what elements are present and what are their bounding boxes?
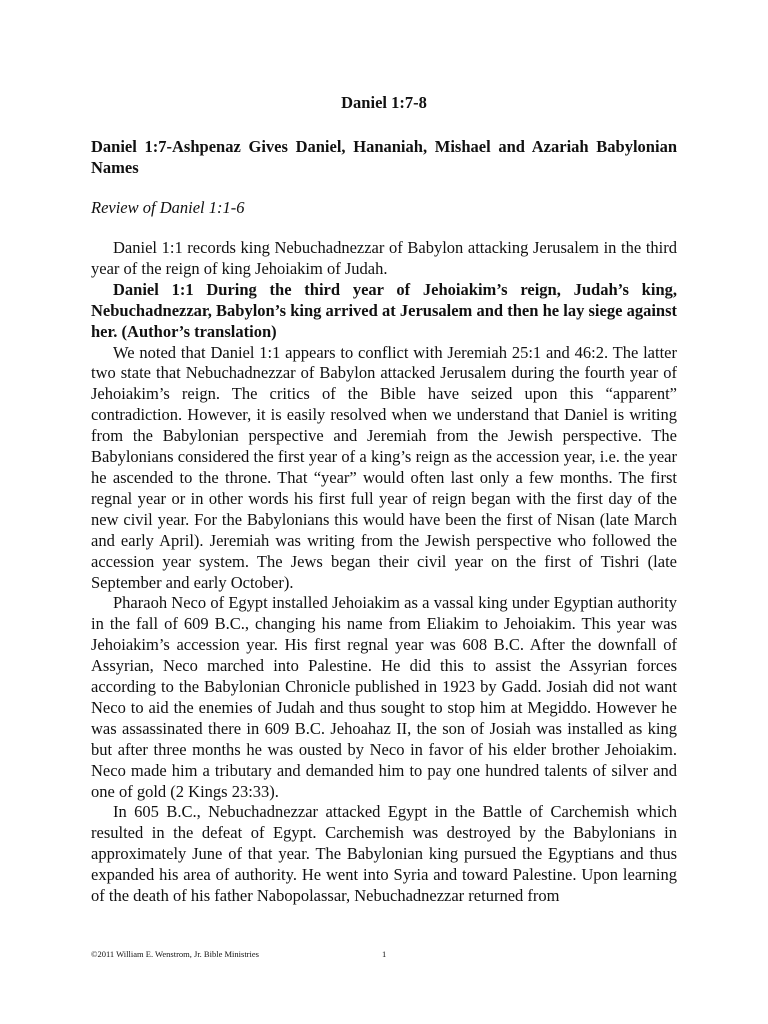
section-heading: Daniel 1:7-Ashpenaz Gives Daniel, Hananiah, Mishael and Azariah Babylonian Names	[91, 137, 677, 177]
paragraph-chronology: We noted that Daniel 1:1 appears to conflict with Jeremiah 25:1 and 46:2. The latter two state that Nebuchadnezzar of Babylon attacked Jerusalem during the fourth year of Jehoiakim’s reign. The critics of the Bible have seized upon this “apparent” contradiction. However, it is easily resolved when we understand that Daniel is writing from the Babylonian perspective and Jeremiah from the Jewish perspective. The Babylonians considered the first year of a king’s reign as the accession year, i.e. the year he ascended to the throne. That “year” would often last only a few months. The first regnal year or in other words his first full year of reign began with the first day of the new civil year. For the Babylonians this would have been the first of Nisan (late March and early April). Jeremiah was writing from the Jewish perspective who followed the accession year system. The Jews began their civil year on the first of Tishri (late September and early October).	[91, 342, 677, 592]
page-footer	[91, 948, 677, 962]
document-body	[91, 238, 677, 907]
paragraph-intro: Daniel 1:1 records king Nebuchadnezzar of Babylon attacking Jerusalem in the third year of the reign of king Jehoiakim of Judah.	[91, 238, 677, 278]
paragraph-carchemish: In 605 B.C., Nebuchadnezzar attacked Egypt in the Battle of Carchemish which resulted in the defeat of Egypt. Carchemish was destroyed by the Babylonians in approximately June of that year. The Babylonian king pursued the Egyptians and thus expanded his area of authority. He went into Syria and toward Palestine. Upon learning of the death of his father Nabopolassar, Nebuchadnezzar returned from	[91, 802, 677, 906]
document-title: Daniel 1:7-8	[341, 93, 427, 112]
review-subheading: Review of Daniel 1:1-6	[91, 198, 245, 217]
footer-copyright: ©2011 William E. Wenstrom, Jr. Bible Ministries	[91, 949, 259, 959]
paragraph-neco: Pharaoh Neco of Egypt installed Jehoiakim as a vassal king under Egyptian authority in the fall of 609 B.C., changing his name from Eliakim to Jehoiakim. This year was Jehoiakim’s accession year. His first regnal year was 608 B.C. After the downfall of Assyrian, Neco marched into Palestine. He did this to assist the Assyrian forces according to the Babylonian Chronicle published in 1923 by Gadd. Josiah did not want Neco to aid the enemies of Judah and thus sought to stop him at Megiddo. However he was assassinated there in 609 B.C. Jehoahaz II, the son of Josiah was installed as king but after three months he was ousted by Neco in favor of his elder brother Jehoiakim. Neco made him a tributary and demanded him to pay one hundred talents of silver and one of gold (2 Kings 23:33).	[91, 593, 677, 801]
paragraph-translation: Daniel 1:1 During the third year of Jehoiakim’s reign, Judah’s king, Nebuchadnezzar, Babylon’s king arrived at Jerusalem and then he lay siege against her. (Author’s translation)	[91, 279, 677, 341]
footer-page-number: 1	[382, 949, 387, 959]
